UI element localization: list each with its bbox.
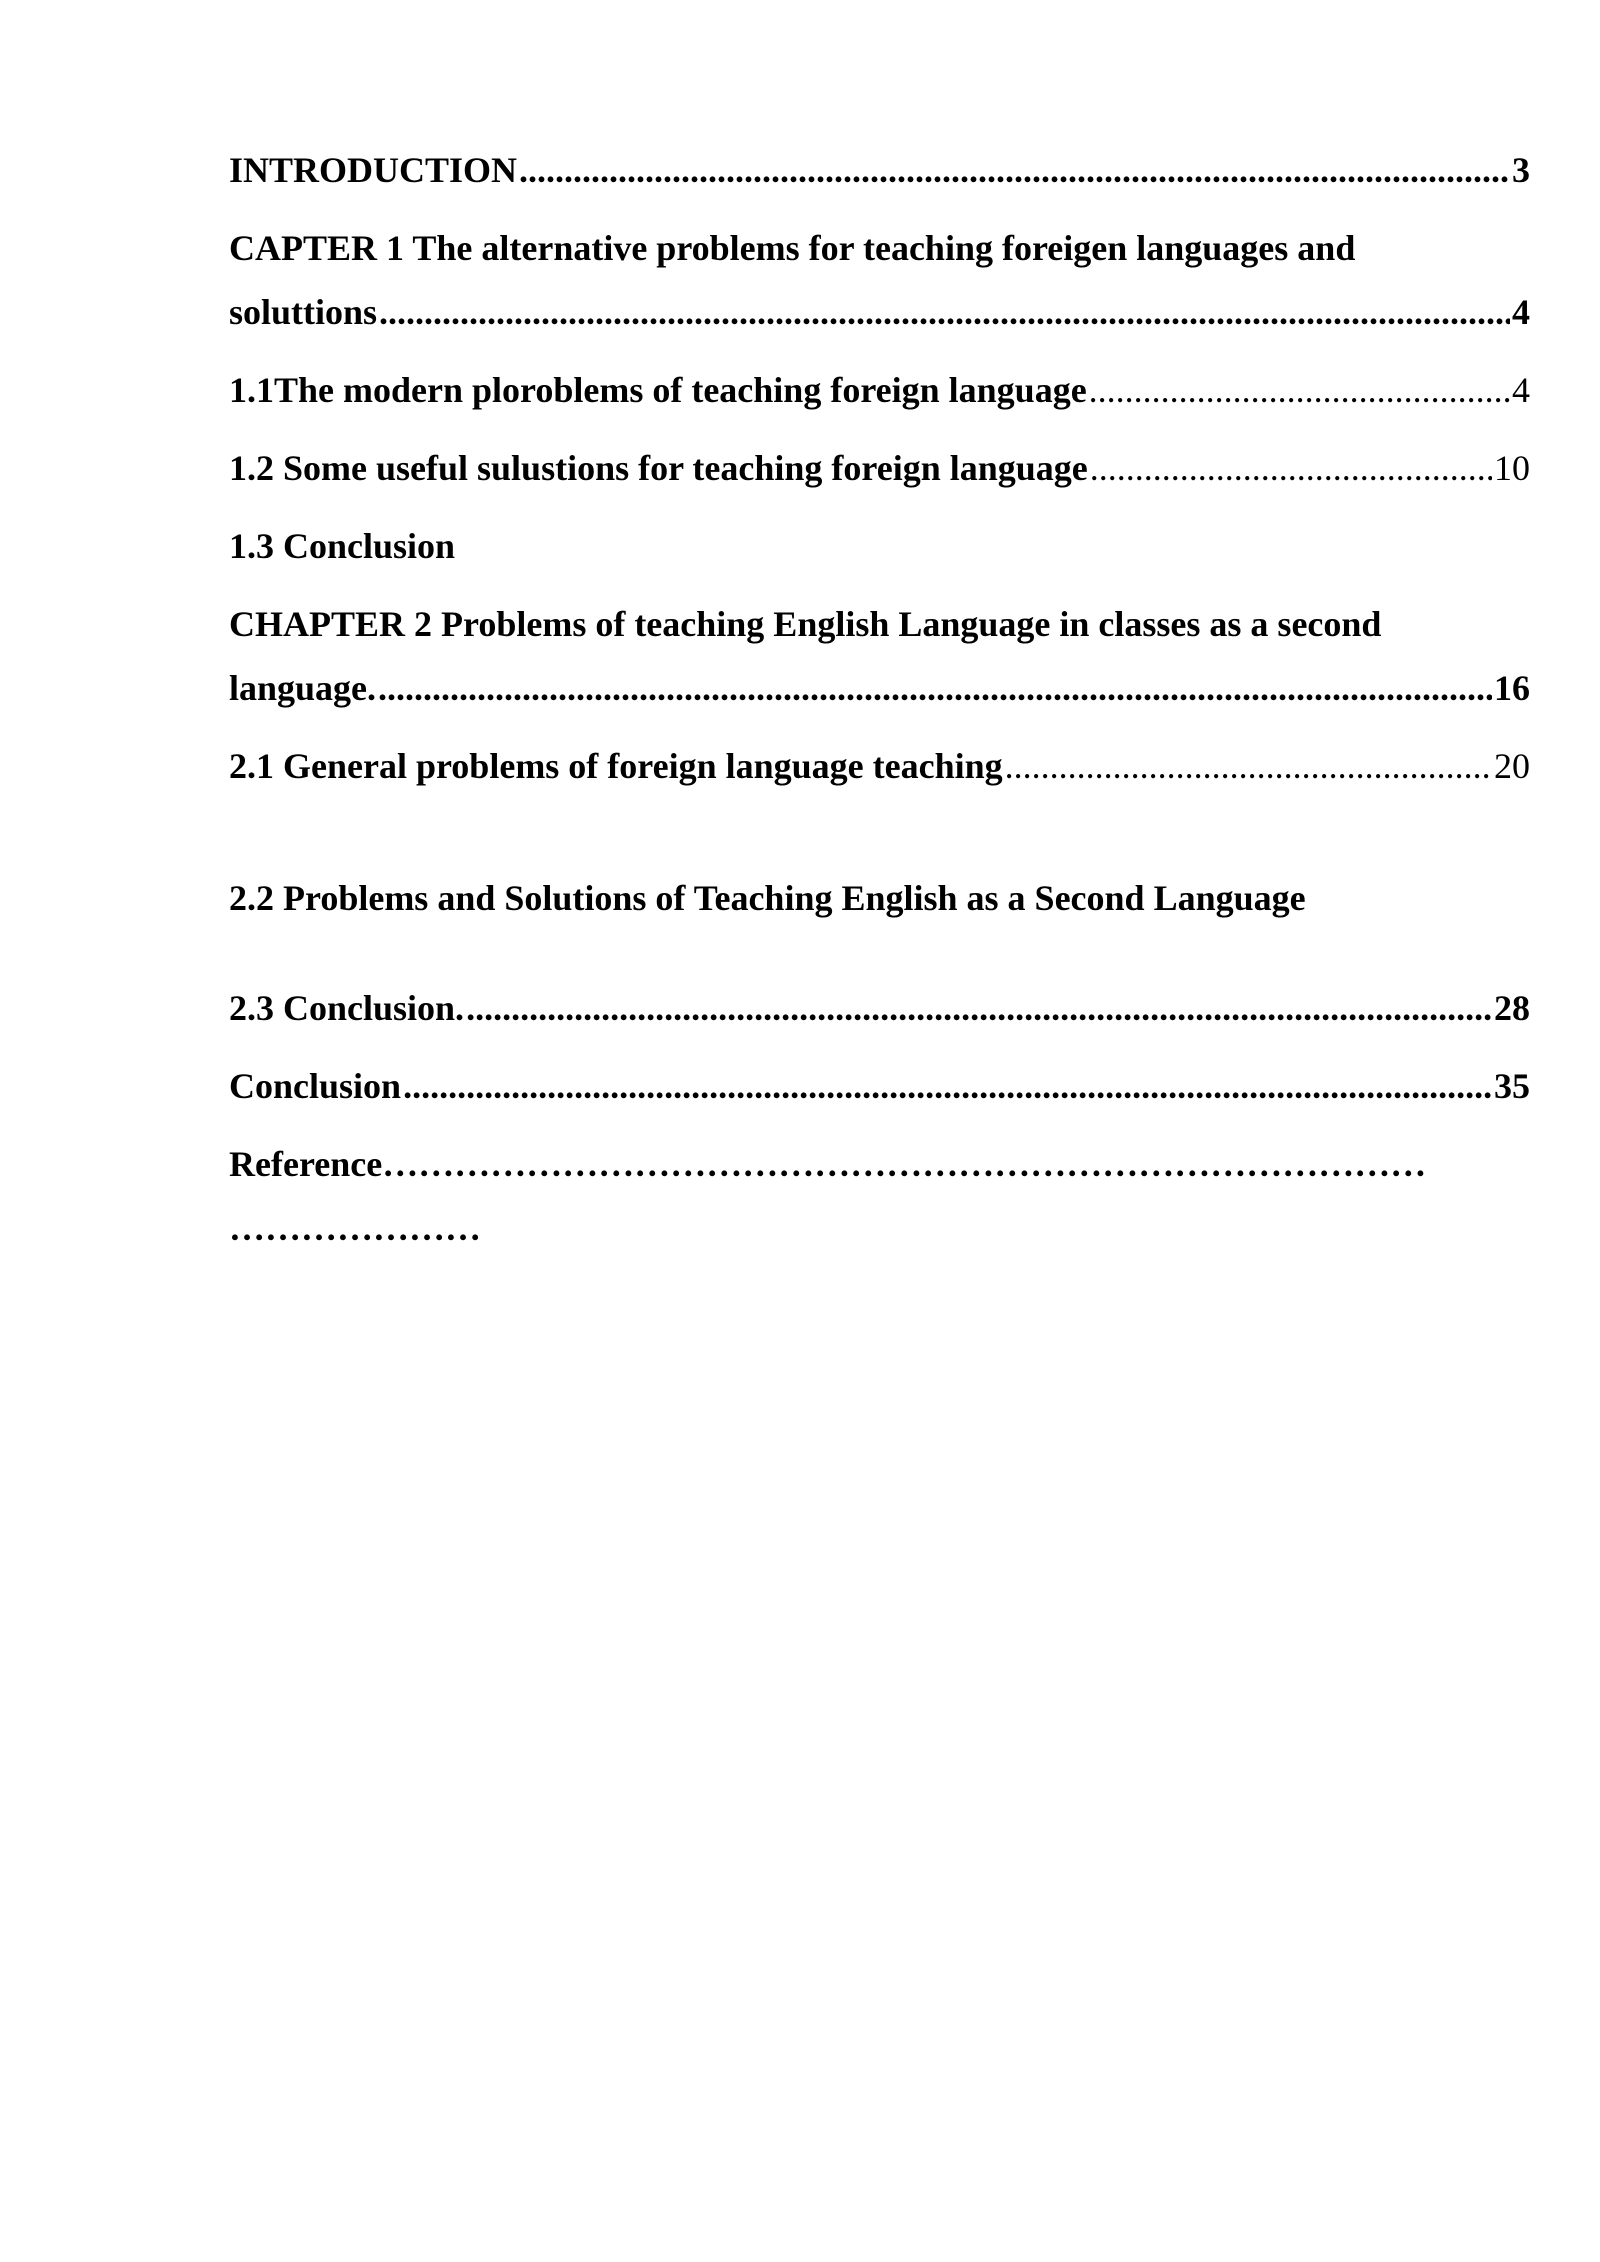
toc-label-line2: soluttions (229, 292, 378, 332)
toc-leader (519, 150, 1510, 190)
table-of-contents (229, 150, 1530, 1248)
toc-label-line1: CAPTER 1 The alternative problems for teaching foreigen languages and (229, 228, 1356, 268)
toc-page-number: 28 (1494, 988, 1530, 1028)
toc-entry-1-2[interactable] (229, 448, 1530, 488)
toc-entry-1-3[interactable]: 1.3 Conclusion (229, 526, 456, 566)
toc-entry-chapter-1[interactable] (229, 228, 1530, 332)
toc-leader (466, 988, 1492, 1028)
toc-label: Reference (229, 1144, 383, 1184)
toc-entry-2-1[interactable] (229, 746, 1530, 786)
toc-page-number: 4 (1512, 292, 1530, 332)
toc-entry-conclusion[interactable] (229, 1066, 1530, 1106)
toc-entry-reference[interactable] (229, 1144, 1530, 1248)
toc-entry-2-2[interactable]: 2.2 Problems and Solutions of Teaching English as a Second Language (229, 878, 1306, 918)
toc-page-number: 3 (1512, 150, 1530, 190)
toc-label-line1: CHAPTER 2 Problems of teaching English Language in classes as a second (229, 604, 1382, 644)
toc-label: 1.1The modern ploroblems of teaching foreign language (229, 370, 1087, 410)
toc-reference-line1 (229, 1144, 1530, 1184)
toc-page-number: 4 (1512, 370, 1530, 410)
toc-label: 2.1 General problems of foreign language teaching (229, 746, 1003, 786)
toc-entry-introduction[interactable] (229, 150, 1530, 190)
toc-page-number: 16 (1494, 668, 1530, 708)
toc-label: 1.2 Some useful sulustions for teaching foreign language (229, 448, 1088, 488)
toc-leader (403, 1066, 1492, 1106)
toc-leader (1089, 370, 1510, 410)
toc-label: 2.3 Conclusion. (229, 988, 465, 1028)
toc-leader (379, 292, 1510, 332)
toc-entry-2-3[interactable] (229, 988, 1530, 1028)
toc-leader (378, 668, 1492, 708)
toc-page-number: 20 (1494, 746, 1530, 786)
toc-leader (1005, 746, 1492, 786)
toc-entry-chapter-2-row (229, 668, 1530, 708)
toc-entry-chapter-2[interactable] (229, 604, 1530, 708)
toc-page-number: 35 (1494, 1066, 1530, 1106)
toc-reference-line2: ………………… (229, 1208, 481, 1248)
toc-entry-1-1[interactable] (229, 370, 1530, 410)
toc-label: INTRODUCTION (229, 150, 518, 190)
toc-label: Conclusion (229, 1066, 402, 1106)
toc-page-number: 10 (1494, 448, 1530, 488)
toc-entry-chapter-1-row (229, 292, 1530, 332)
toc-leader: …………………………………………………………………………… (382, 1144, 1427, 1184)
toc-leader (1090, 448, 1492, 488)
toc-label-line2: language. (229, 668, 377, 708)
